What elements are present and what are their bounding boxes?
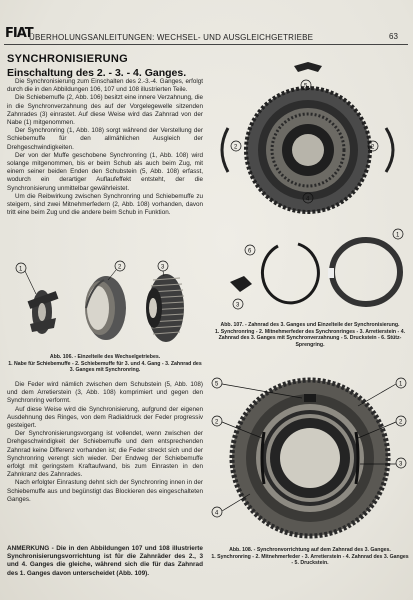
callout-2a-label: 2 bbox=[215, 419, 219, 426]
callout-1-label: 1 bbox=[399, 381, 403, 388]
paragraph: Die Synchronisierung zum Einschalten des 2.-3.-4. Ganges, erfolgt durch die in den Abbildungen 106, 107 und 108 illustrierten Teile. bbox=[7, 78, 203, 94]
caption-title: Abb. 107. - Zahnrad des 3. Ganges und Einzelteile der Synchronisierung. bbox=[220, 322, 400, 328]
header-rule bbox=[4, 44, 408, 45]
paragraph: Der Synchronring (1, Abb. 108) sorgt während der Verstellung der Schiebemuffe für den allmählichen Ausgleich der Drehgeschwindigkeiten. bbox=[7, 127, 203, 151]
page-number: 63 bbox=[389, 32, 398, 41]
stop-block bbox=[230, 276, 252, 292]
sleeve-part bbox=[85, 276, 126, 340]
paragraph: Die Schiebemuffe (2, Abb. 106) besitzt eine innere Verzahnung, die in die Synchronverzahnung des auf der Vorgelegewelle sitzenden Zahnrades (3) einrastet. Auf diese Weise wird das Zahnrad von der Nabe (1) mitgenommen. bbox=[7, 94, 203, 127]
figure-106 bbox=[8, 256, 204, 352]
gear-3rd bbox=[246, 88, 370, 212]
circlip bbox=[262, 244, 318, 303]
callout-1-label: 1 bbox=[396, 232, 400, 239]
figure-107 bbox=[210, 58, 410, 320]
synchro-ring bbox=[328, 240, 400, 304]
callout-3-label: 3 bbox=[161, 264, 165, 271]
caption-text: 1. Nabe für Schiebemuffe - 2. Schiebemuffe für 3. und 4. Gang - 3. Zahnrad des 3. Ganges mit Synchronring. bbox=[8, 360, 202, 374]
paragraph: Der von der Muffe geschobene Synchronring (1, Abb. 108) wird solange mitgenommen, bis er beim Schub als auch beim Zug, mit einem seiner beiden Enden den Schubstein (5, Abb. 108) erfasst, wodurch ein derartiger Auflaufeffekt entsteht, der die Synchronisierung unmittelbar gewährleistet. bbox=[7, 151, 203, 192]
figure-108-drawing bbox=[210, 372, 410, 544]
figure-107-caption bbox=[210, 322, 410, 348]
text-block-bottom bbox=[7, 381, 203, 504]
fiat-logo: FIAT bbox=[5, 26, 33, 41]
callout-4-label: 4 bbox=[215, 510, 219, 517]
spring-left bbox=[222, 128, 228, 172]
figure-106-drawing bbox=[8, 256, 204, 352]
figure-108-caption bbox=[210, 547, 410, 567]
section-title: SYNCHRONISIERUNG bbox=[7, 53, 128, 65]
figure-107-drawing bbox=[210, 58, 410, 320]
callout-5-label: 5 bbox=[304, 83, 308, 90]
callout-5-label: 5 bbox=[215, 381, 219, 388]
figure-106-caption bbox=[6, 354, 204, 374]
caption-text: 1. Synchronring - 2. Mitnehmerfeder des Synchronringes - 3. Arretierstein - 4. Zahnrad des 3. Ganges mit Synchronverzahnung - 5. Druckstein - 6. Stütz-Sprengring. bbox=[214, 328, 406, 348]
section-heading bbox=[7, 53, 205, 80]
paragraph: Der Synchronisierungsvorgang ist vollendet, wenn zwischen der Drehgeschwindigkeit der Schiebemuffe und dem entsprechenden Zahnrad keine Differenz vorhanden ist; die Feder streckt sich und der Synchronring verengt sich wieder. Der Endweg der Schiebemuffe erfolgt mit geringstem Kraftaufwand, bis zum Einrasten in den Zahnkranz des Zahnrades. bbox=[7, 430, 203, 479]
callout-3-label: 3 bbox=[399, 461, 403, 468]
thrust-piece bbox=[294, 62, 322, 72]
paragraph: Auf diese Weise wird die Synchronisierung, aufgrund der eigenen Ausdehnung des Ringes, von dem Radialdruck der Feder progressiv gesteigert. bbox=[7, 405, 203, 430]
gear-assembly bbox=[232, 380, 388, 536]
callout-2 bbox=[108, 261, 125, 280]
callout-2a-label: 2 bbox=[234, 144, 238, 151]
note-text: ANMERKUNG - Die in den Abbildungen 107 und 108 illustrierte Synchronisierungsvorrichtung ist für die Zahnräder des 2., 3 und 4. Ganges die gleiche, während sich die für das Zahnrad des 1. Ganges davon unterscheidet (Abb. 109). bbox=[7, 545, 203, 577]
paragraph: Nach erfolgter Einrastung dehnt sich der Synchronring innen in der Schiebemuffe aus und begünstigt das Blockieren des eingeschalteten Ganges. bbox=[7, 479, 203, 503]
caption-title: Abb. 108. - Synchronvorrichtung auf dem Zahnrad des 3. Ganges. bbox=[229, 547, 391, 553]
callout-1-label: 1 bbox=[19, 266, 23, 273]
callout-2-label: 2 bbox=[118, 264, 122, 271]
gear-part bbox=[146, 274, 184, 342]
callout-3-label: 3 bbox=[236, 302, 240, 309]
callout-2b-label: 2 bbox=[371, 144, 375, 151]
caption-title: Abb. 106. - Einzelteile des Wechselgetriebes. bbox=[49, 354, 161, 360]
paragraph: Um die Reibwirkung zwischen Synchronring und Schiebemuffe zu steigern, sind zwei Mitnehmerfedern (2, Abb. 108) vorhanden, davon tritt eine beim Zug und die andere beim Schub in Funktion. bbox=[7, 192, 203, 217]
callout-4-label: 4 bbox=[306, 196, 310, 203]
figure-108 bbox=[210, 372, 410, 544]
caption-text: 1. Synchronring - 2. Mitnehmerfeder - 3. Arretierstein - 4. Zahnrad des 3. Ganges - 5. Druckstein. bbox=[211, 553, 409, 567]
callout-2b-label: 2 bbox=[399, 419, 403, 426]
page-header-title: ÜBERHOLUNGSANLEITUNGEN: WECHSEL- UND AUSGLEICHGETRIEBE bbox=[29, 33, 314, 42]
spring-right bbox=[386, 128, 393, 172]
note-block bbox=[7, 545, 203, 578]
section-subtitle: Einschaltung des 2. - 3. - 4. Ganges. bbox=[7, 67, 187, 79]
text-block-top bbox=[7, 78, 203, 217]
hub-part bbox=[28, 290, 59, 334]
callout-6-label: 6 bbox=[248, 248, 252, 255]
paragraph: Die Feder wird nämlich zwischen dem Schubstein (5, Abb. 108) und dem Arretierstein (3, Abb. 108) komprimiert und gegen den Synchronring verformt. bbox=[7, 381, 203, 405]
